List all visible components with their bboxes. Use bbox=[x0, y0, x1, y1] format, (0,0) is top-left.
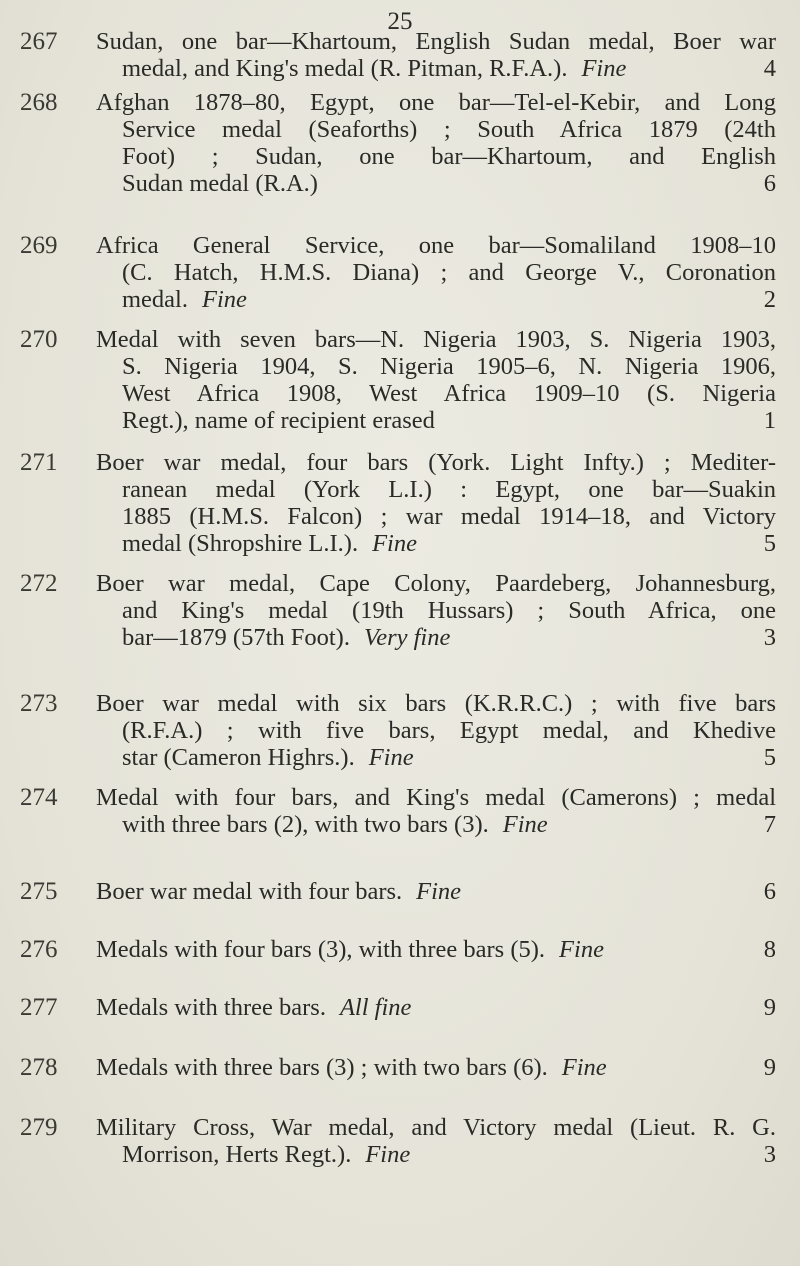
lot-description bbox=[96, 89, 776, 197]
description-line bbox=[96, 503, 776, 530]
description-text: Medal with four bars, and King's medal (Camerons) ; medal bbox=[96, 784, 776, 811]
condition-grade: Fine bbox=[559, 936, 604, 963]
description-line bbox=[96, 878, 776, 905]
description-text: Medals with three bars. bbox=[96, 994, 326, 1021]
item-quantity: 8 bbox=[763, 936, 776, 963]
lot-description bbox=[96, 784, 776, 838]
description-text: Medal with seven bars—N. Nigeria 1903, S. Nigeria 1903, bbox=[96, 326, 776, 353]
condition-grade: Fine bbox=[372, 530, 417, 557]
condition-grade: Fine bbox=[502, 811, 548, 838]
description-line bbox=[96, 380, 776, 407]
description-text: star (Cameron Highrs.). bbox=[122, 744, 355, 771]
description-text: S. Nigeria 1904, S. Nigeria 1905–6, N. Nigeria 1906, bbox=[122, 353, 776, 380]
description-text: and King's medal (19th Hussars) ; South Africa, one bbox=[122, 597, 776, 624]
lot-description bbox=[96, 1114, 776, 1168]
item-quantity: 4 bbox=[763, 55, 776, 82]
lot-description bbox=[96, 232, 776, 313]
description-text: Boer war medal, Cape Colony, Paardeberg, Johannesburg, bbox=[96, 570, 776, 597]
description-line bbox=[96, 690, 776, 717]
lot-number: 273 bbox=[20, 690, 58, 717]
description-text: Afghan 1878–80, Egypt, one bar—Tel-el-Kebir, and Long bbox=[96, 89, 776, 116]
condition-grade: Fine bbox=[368, 744, 414, 771]
description-text: Boer war medal with six bars (K.R.R.C.) ; with five bars bbox=[96, 690, 776, 717]
description-line bbox=[96, 170, 776, 197]
lot-number: 278 bbox=[20, 1054, 58, 1081]
description-line bbox=[96, 28, 776, 55]
description-line bbox=[96, 811, 776, 838]
lot-number: 275 bbox=[20, 878, 58, 905]
description-text: Medals with three bars (3) ; with two bars (6). bbox=[96, 1054, 548, 1081]
description-line bbox=[96, 1114, 776, 1141]
description-line bbox=[96, 994, 776, 1021]
lot-description bbox=[96, 570, 776, 651]
description-line bbox=[96, 597, 776, 624]
page-number: 25 bbox=[387, 8, 413, 35]
lot-description bbox=[96, 1054, 776, 1081]
description-line bbox=[96, 116, 776, 143]
description-line bbox=[96, 570, 776, 597]
lot-number: 267 bbox=[20, 28, 58, 55]
description-text: medal. bbox=[122, 286, 188, 313]
lot-description bbox=[96, 449, 776, 557]
description-text: medal, and King's medal (R. Pitman, R.F.A.). bbox=[122, 55, 568, 82]
lot-description bbox=[96, 878, 776, 905]
description-text: ranean medal (York L.I.) : Egypt, one bar—Suakin bbox=[122, 476, 776, 503]
description-line bbox=[96, 744, 776, 771]
lot-description bbox=[96, 28, 776, 82]
description-line bbox=[96, 259, 776, 286]
condition-grade: Fine bbox=[365, 1141, 411, 1168]
item-quantity: 5 bbox=[763, 530, 776, 557]
description-text: with three bars (2), with two bars (3). bbox=[122, 811, 489, 838]
description-text: Sudan medal (R.A.) bbox=[122, 170, 318, 197]
lot-number: 269 bbox=[20, 232, 58, 259]
item-quantity: 5 bbox=[763, 744, 776, 771]
condition-grade: Fine bbox=[561, 1054, 607, 1081]
description-text: Boer war medal, four bars (York. Light Infty.) ; Mediter- bbox=[96, 449, 776, 476]
description-text: Military Cross, War medal, and Victory medal (Lieut. R. G. bbox=[96, 1114, 776, 1141]
description-line bbox=[96, 624, 776, 651]
lot-number: 268 bbox=[20, 89, 58, 116]
lot-number: 272 bbox=[20, 570, 58, 597]
description-text: Medals with four bars (3), with three bars (5). bbox=[96, 936, 546, 963]
item-quantity: 2 bbox=[763, 286, 776, 313]
description-text: Africa General Service, one bar—Somaliland 1908–10 bbox=[96, 232, 776, 259]
description-line bbox=[96, 476, 776, 503]
description-line bbox=[96, 143, 776, 170]
description-line bbox=[96, 936, 776, 963]
item-quantity: 7 bbox=[763, 811, 776, 838]
lot-description bbox=[96, 936, 776, 963]
description-text: 1885 (H.M.S. Falcon) ; war medal 1914–18, and Victory bbox=[122, 503, 776, 530]
description-line bbox=[96, 717, 776, 744]
condition-grade: All fine bbox=[339, 994, 412, 1021]
item-quantity: 9 bbox=[763, 994, 776, 1021]
description-text: (R.F.A.) ; with five bars, Egypt medal, and Khedive bbox=[122, 717, 776, 744]
lot-number: 279 bbox=[20, 1114, 58, 1141]
description-text: Boer war medal with four bars. bbox=[96, 878, 403, 905]
description-line bbox=[96, 232, 776, 259]
description-line bbox=[96, 89, 776, 116]
item-quantity: 3 bbox=[763, 624, 776, 651]
lot-description bbox=[96, 994, 776, 1021]
lot-description bbox=[96, 326, 776, 434]
description-text: Morrison, Herts Regt.). bbox=[122, 1141, 352, 1168]
description-line bbox=[96, 1054, 776, 1081]
description-text: Foot) ; Sudan, one bar—Khartoum, and English bbox=[122, 143, 776, 170]
description-line bbox=[96, 326, 776, 353]
lot-number: 277 bbox=[20, 994, 58, 1021]
condition-grade: Fine bbox=[416, 878, 462, 905]
item-quantity: 6 bbox=[763, 878, 776, 905]
condition-grade: Very fine bbox=[363, 624, 451, 651]
description-line bbox=[96, 286, 776, 313]
description-line bbox=[96, 784, 776, 811]
item-quantity: 6 bbox=[763, 170, 776, 197]
description-text: Service medal (Seaforths) ; South Africa 1879 (24th bbox=[122, 116, 776, 143]
lot-number: 271 bbox=[20, 449, 58, 476]
lot-number: 274 bbox=[20, 784, 58, 811]
lot-number: 270 bbox=[20, 326, 58, 353]
description-text: (C. Hatch, H.M.S. Diana) ; and George V., Coronation bbox=[122, 259, 776, 286]
description-line bbox=[96, 530, 776, 557]
lot-description bbox=[96, 690, 776, 771]
description-line bbox=[96, 449, 776, 476]
item-quantity: 9 bbox=[763, 1054, 776, 1081]
description-text: bar—1879 (57th Foot). bbox=[122, 624, 350, 651]
condition-grade: Fine bbox=[202, 286, 247, 313]
description-text: medal (Shropshire L.I.). bbox=[122, 530, 359, 557]
lot-number: 276 bbox=[20, 936, 58, 963]
item-quantity: 1 bbox=[763, 407, 776, 434]
description-text: Sudan, one bar—Khartoum, English Sudan medal, Boer war bbox=[96, 28, 776, 55]
condition-grade: Fine bbox=[581, 55, 627, 82]
description-line bbox=[96, 1141, 776, 1168]
description-text: West Africa 1908, West Africa 1909–10 (S. Nigeria bbox=[122, 380, 776, 407]
item-quantity: 3 bbox=[763, 1141, 776, 1168]
description-line bbox=[96, 353, 776, 380]
description-line bbox=[96, 407, 776, 434]
description-line bbox=[96, 55, 776, 82]
description-text: Regt.), name of recipient erased bbox=[122, 407, 435, 434]
